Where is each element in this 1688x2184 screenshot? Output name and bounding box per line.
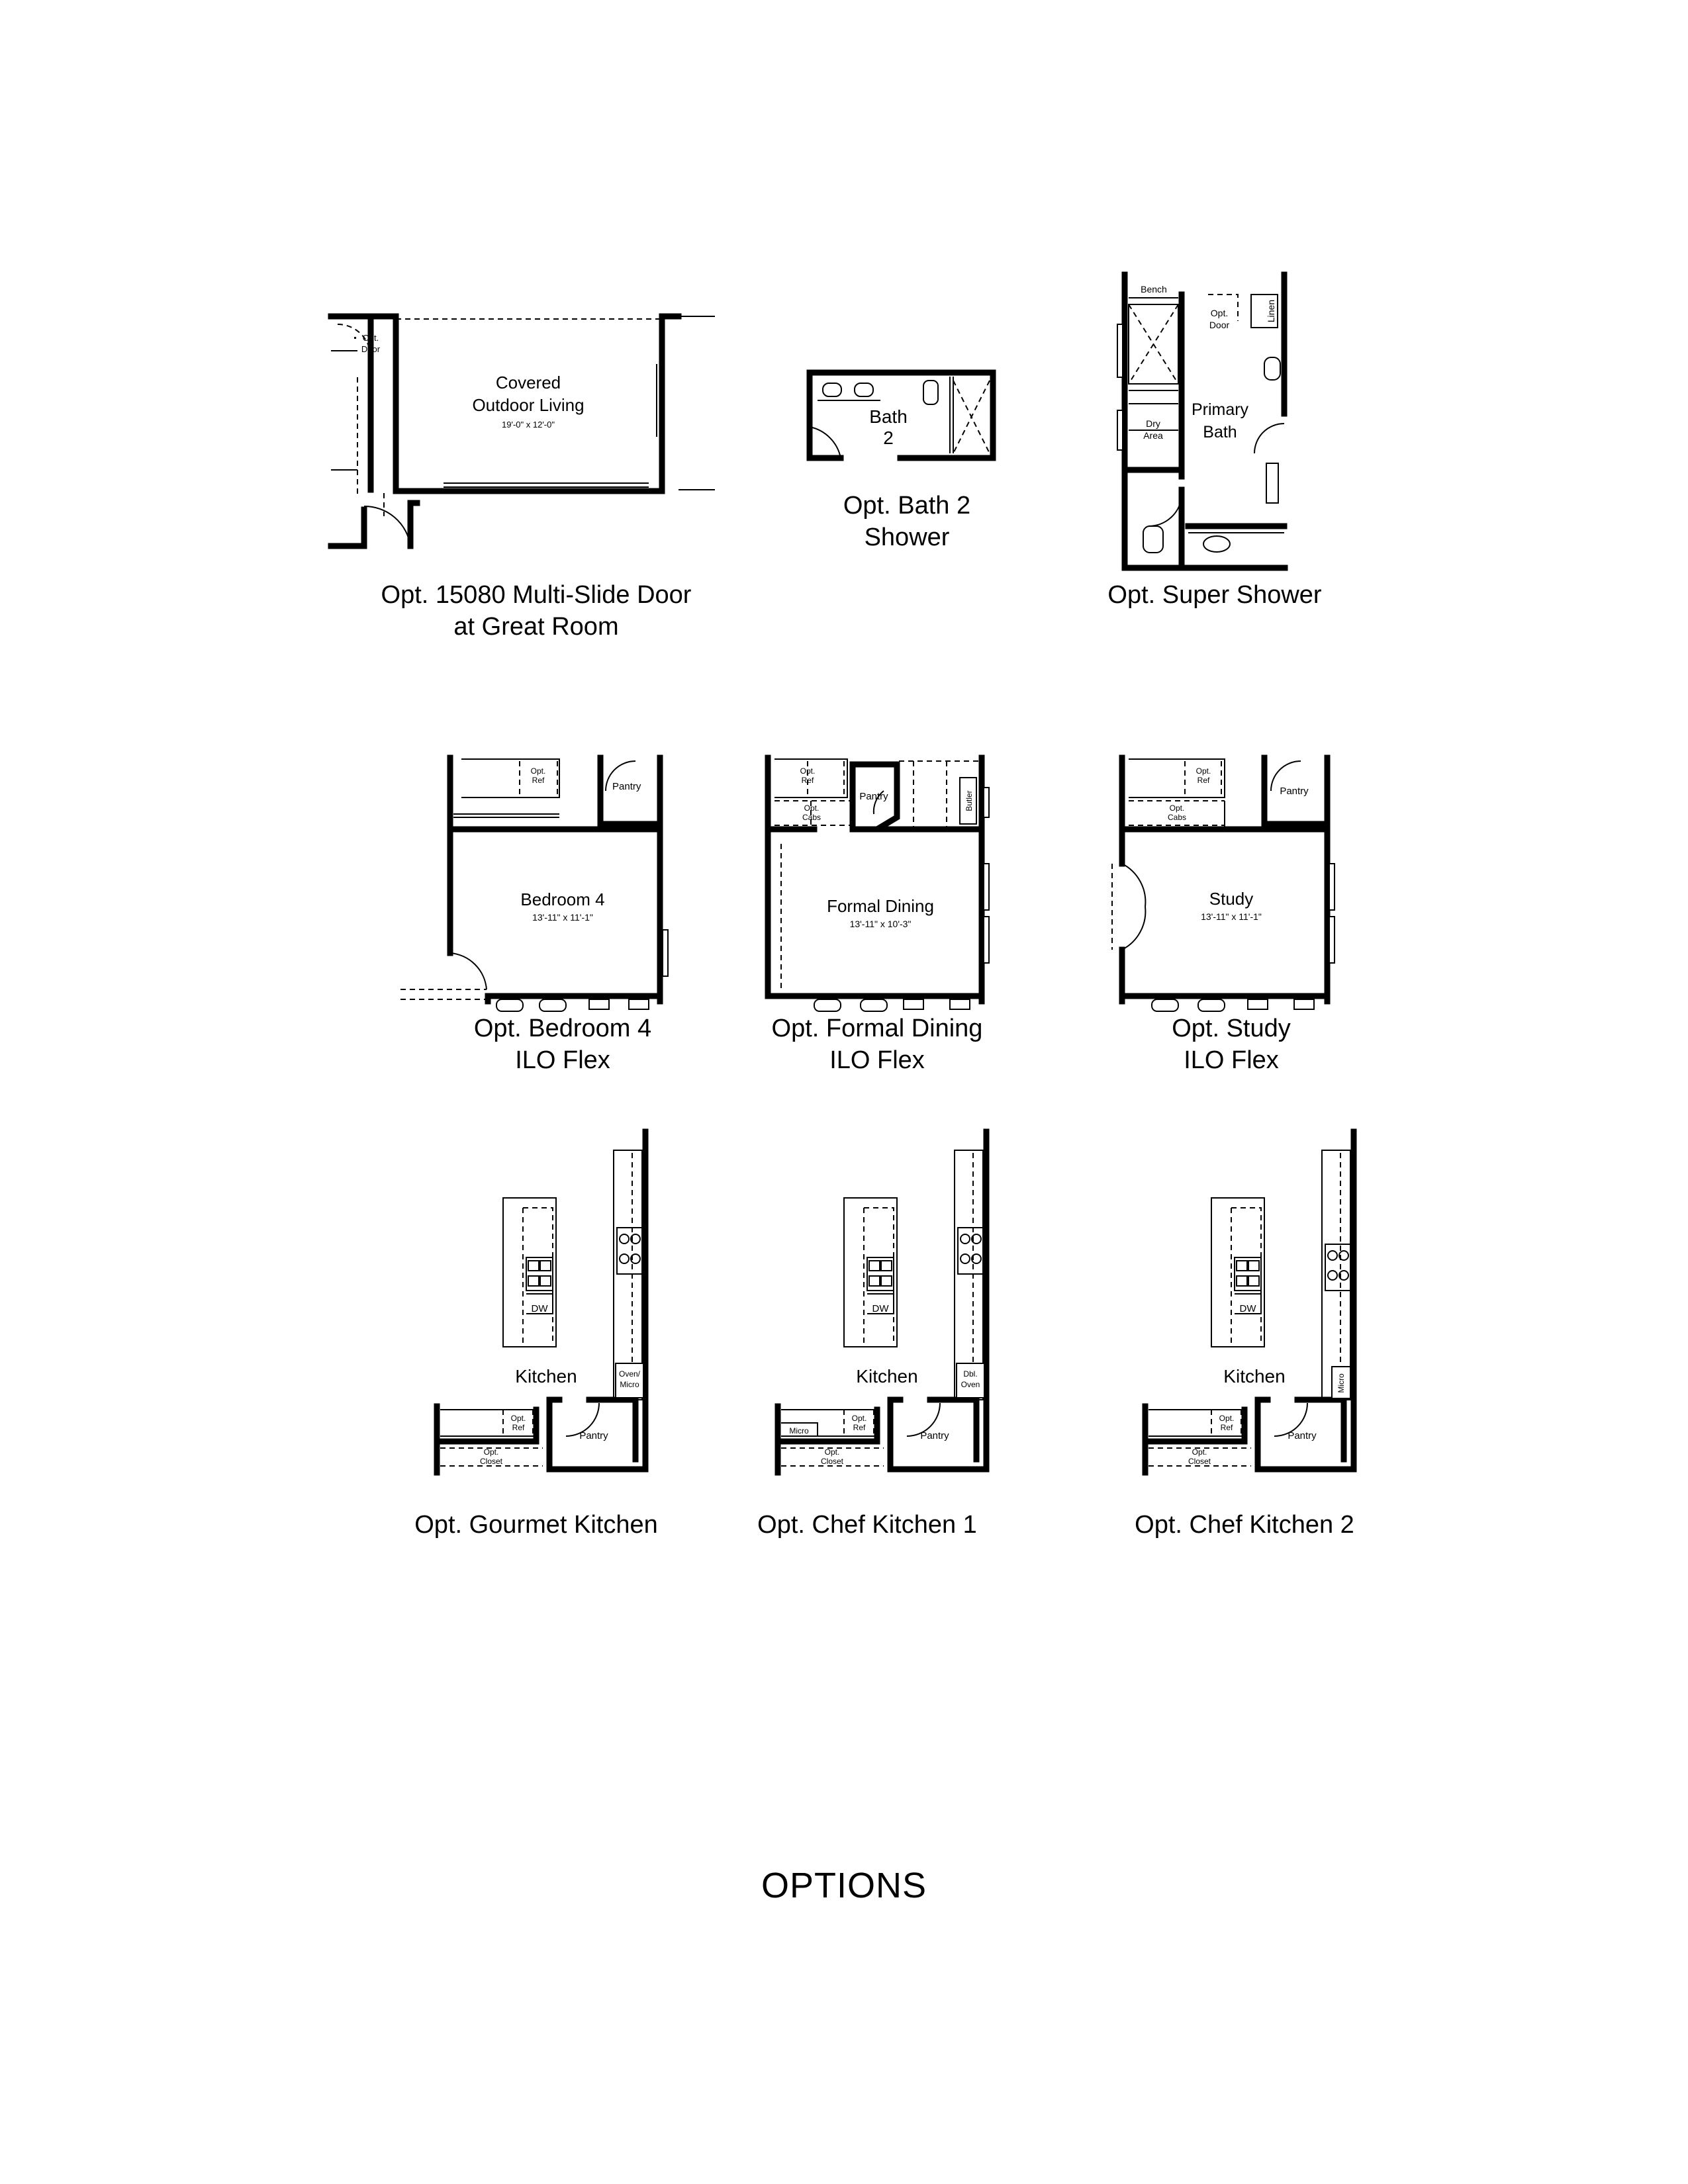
caption-formal-dining: Opt. Formal Dining ILO Flex: [771, 1015, 983, 1074]
dry-area-label-2: Area: [1143, 430, 1163, 441]
caption-study: Opt. Study ILO Flex: [1172, 1015, 1291, 1074]
room-label-outdoor-living: Outdoor Living: [472, 395, 585, 415]
caption-chef-kitchen-1: Opt. Chef Kitchen 1: [757, 1511, 977, 1539]
room-dimensions: 13'-11" x 11'-1": [532, 912, 593, 923]
opt-ref-label-2: Ref: [1220, 1423, 1233, 1432]
opt-closet-label-2: Closet: [820, 1457, 844, 1466]
pantry-label: Pantry: [612, 781, 641, 792]
room-label-covered: Covered: [495, 373, 561, 392]
room-label-study: Study: [1209, 889, 1254, 909]
opt-cabs-label-1: Opt.: [804, 803, 820, 813]
opt-ref-label-1: Opt.: [1196, 766, 1211, 776]
plan-chef-kitchen-1: [765, 1132, 996, 1476]
pantry-label: Pantry: [859, 791, 888, 802]
dbl-oven-label-2: Oven: [961, 1380, 980, 1389]
plan-gourmet-kitchen: [424, 1132, 655, 1476]
plan-multi-slide-door: [318, 304, 715, 563]
opt-ref-label-2: Ref: [512, 1423, 525, 1432]
opt-ref-label-1: Opt.: [851, 1414, 867, 1423]
plan-chef-kitchen-2: [1132, 1132, 1364, 1476]
pantry-label: Pantry: [1280, 786, 1309, 797]
caption-gourmet-kitchen: Opt. Gourmet Kitchen: [414, 1511, 658, 1539]
dishwasher-label: DW: [872, 1303, 889, 1314]
page-title: OPTIONS: [761, 1866, 927, 1905]
plan-bedroom-4: [400, 751, 672, 1009]
caption-bath-2-shower: Opt. Bath 2 Shower: [843, 492, 971, 551]
opt-ref-label-1: Opt.: [800, 766, 816, 776]
opt-door-label-2: Door: [1209, 320, 1230, 330]
room-dimensions: 19'-0" x 12'-0": [502, 420, 555, 430]
opt-ref-label-1: Opt.: [1219, 1414, 1235, 1423]
caption-chef-kitchen-2: Opt. Chef Kitchen 2: [1135, 1511, 1354, 1539]
room-label-bedroom-4: Bedroom 4: [520, 889, 605, 909]
dbl-oven-label-1: Dbl.: [963, 1369, 978, 1379]
pantry-label: Pantry: [579, 1430, 608, 1441]
plan-study: [1105, 751, 1344, 1009]
opt-door-label-2: Door: [361, 344, 381, 354]
dishwasher-label: DW: [531, 1303, 548, 1314]
plan-bath-2-shower: [804, 367, 1003, 467]
room-dimensions: 13'-11" x 11'-1": [1201, 911, 1262, 922]
room-label-kitchen: Kitchen: [515, 1366, 577, 1387]
opt-ref-label-2: Ref: [853, 1423, 866, 1432]
opt-ref-label-2: Ref: [1197, 776, 1210, 785]
opt-door-label-1: Opt.: [1210, 308, 1229, 318]
opt-ref-label-2: Ref: [801, 776, 814, 785]
pantry-label: Pantry: [920, 1430, 949, 1441]
opt-ref-label-2: Ref: [532, 776, 545, 785]
butler-label: Butler: [964, 790, 974, 811]
opt-ref-label-1: Opt.: [510, 1414, 526, 1423]
micro-label: Micro: [789, 1426, 809, 1435]
opt-closet-label-1: Opt.: [824, 1447, 840, 1457]
room-label-kitchen: Kitchen: [856, 1366, 918, 1387]
room-label-primary: Primary: [1191, 400, 1249, 419]
oven-micro-label-1: Oven/: [618, 1369, 641, 1379]
dishwasher-label: DW: [1239, 1303, 1256, 1314]
plan-super-shower: [1115, 271, 1307, 576]
opt-closet-label-2: Closet: [479, 1457, 503, 1466]
bench-label: Bench: [1141, 284, 1167, 295]
pantry-label: Pantry: [1288, 1430, 1317, 1441]
room-dimensions: 13'-11" x 10'-3": [849, 919, 912, 929]
opt-closet-label-1: Opt.: [1192, 1447, 1207, 1457]
opt-cabs-label-1: Opt.: [1169, 803, 1185, 813]
opt-door-label-1: Opt.: [362, 333, 379, 343]
dry-area-label-1: Dry: [1146, 418, 1160, 429]
opt-closet-label-2: Closet: [1188, 1457, 1211, 1466]
room-label-formal-dining: Formal Dining: [827, 896, 934, 916]
micro-label: Micro: [1336, 1373, 1346, 1393]
opt-ref-label-1: Opt.: [530, 766, 546, 776]
opt-closet-label-1: Opt.: [483, 1447, 499, 1457]
plan-formal-dining: [761, 751, 1000, 1009]
room-label-bath: Bath: [869, 406, 908, 427]
room-label-bath-number: 2: [883, 428, 894, 448]
caption-super-shower: Opt. Super Shower: [1107, 581, 1322, 609]
room-label-bath: Bath: [1203, 423, 1237, 441]
caption-bedroom-4: Opt. Bedroom 4 ILO Flex: [473, 1015, 652, 1074]
opt-cabs-label-2: Cabs: [1167, 813, 1187, 822]
room-label-kitchen: Kitchen: [1223, 1366, 1286, 1387]
linen-label: Linen: [1266, 299, 1276, 323]
opt-cabs-label-2: Cabs: [802, 813, 821, 822]
caption-multi-slide-door: Opt. 15080 Multi-Slide Door at Great Room: [381, 581, 692, 641]
oven-micro-label-2: Micro: [620, 1380, 639, 1389]
